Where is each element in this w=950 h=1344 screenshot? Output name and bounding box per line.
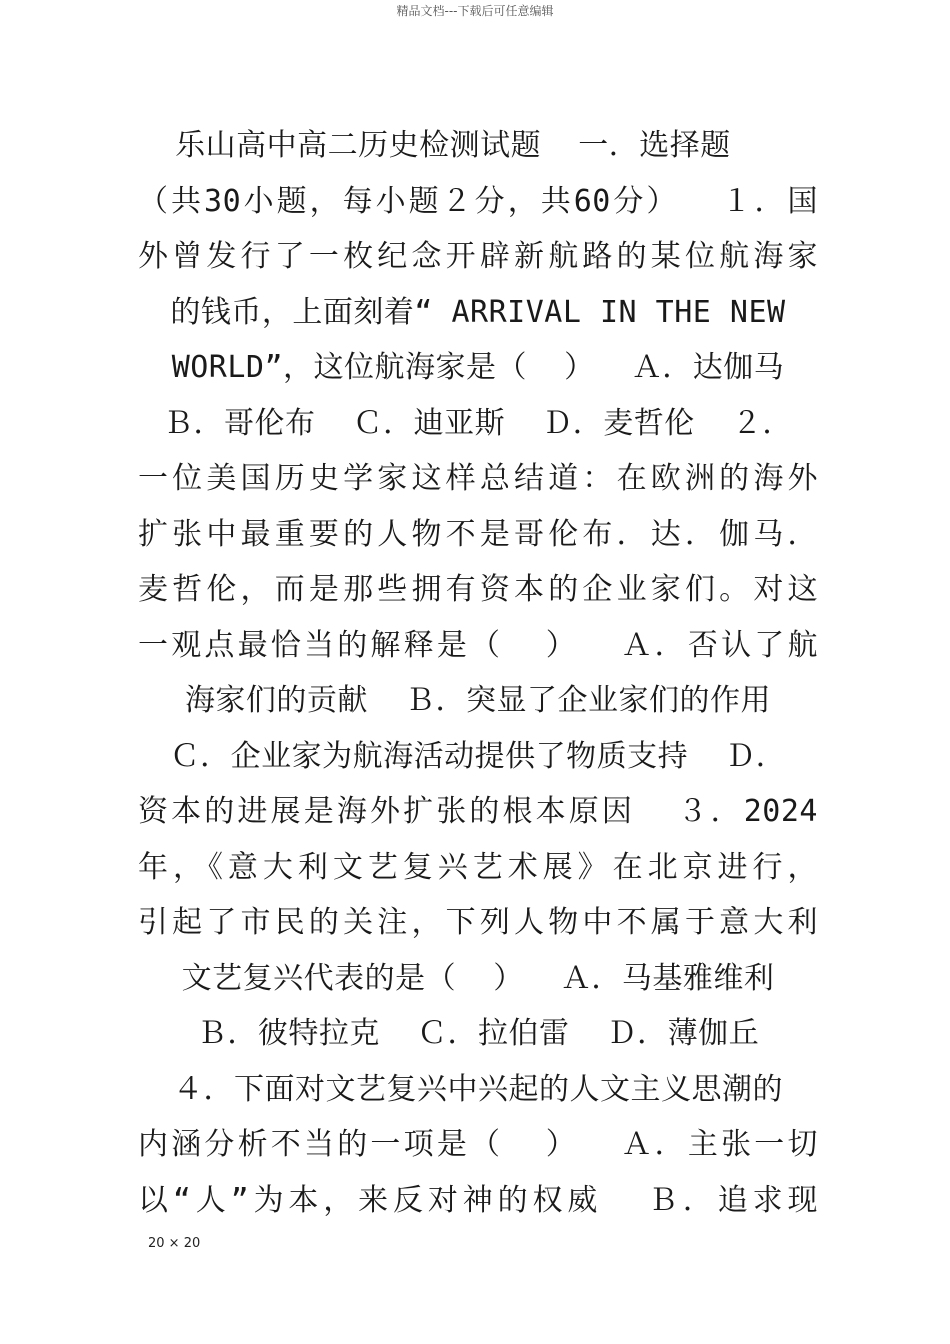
text-line: 海家们的贡献 Ｂ．突显了企业家们的作用 [184,683,772,718]
text-line: 一观点最恰当的解释是（ ） Ａ．否认了航 [138,627,818,663]
document-body [138,118,818,1228]
page-header: 精品文档---下载后可任意编辑 [396,4,554,18]
page-footer: 20 × 20 [148,1236,201,1251]
text-line: 年，《意大利文艺复兴艺术展》在北京进行， [138,849,818,885]
text-line: 的钱币，上面刻着“ ARRIVAL IN THE NEW [170,294,786,330]
text-line: 一位美国历史学家这样总结道：在欧洲的海外 [138,461,818,496]
text-line: 以“人”为本，来反对神的权威 Ｂ．追求现 [138,1182,818,1218]
text-line: Ｃ．企业家为航海活动提供了物质支持 Ｄ． [169,738,787,774]
text-line: （共30小题，每小题２分，共60分） １．国 [138,183,818,219]
text-line: 外曾发行了一枚纪念开辟新航路的某位航海家 [138,239,818,274]
text-line: 引起了市民的关注，下列人物中不属于意大利 [138,905,818,940]
text-line: Ｂ．彼特拉克 Ｃ．拉伯雷 Ｄ．薄伽丘 [196,1016,760,1051]
text-line: 扩张中最重要的人物不是哥伦布．达．伽马． [138,516,818,552]
text-line: 乐山高中高二历史检测试题 一．选择题 [138,128,731,163]
text-line: Ｂ．哥伦布 Ｃ．迪亚斯 Ｄ．麦哲伦 ２． [163,405,793,441]
text-line: WORLD”，这位航海家是（ ） Ａ．达伽马 [171,350,785,385]
text-line: ４．下面对文艺复兴中兴起的人文主义思潮的 [173,1071,783,1107]
text-line: 内涵分析不当的一项是（ ） Ａ．主张一切 [138,1127,818,1162]
text-line: 麦哲伦，而是那些拥有资本的企业家们。对这 [138,572,818,607]
text-line: 资本的进展是海外扩张的根本原因 ３．2024 [138,794,818,829]
text-line: 文艺复兴代表的是（ ） Ａ．马基雅维利 [181,960,775,996]
